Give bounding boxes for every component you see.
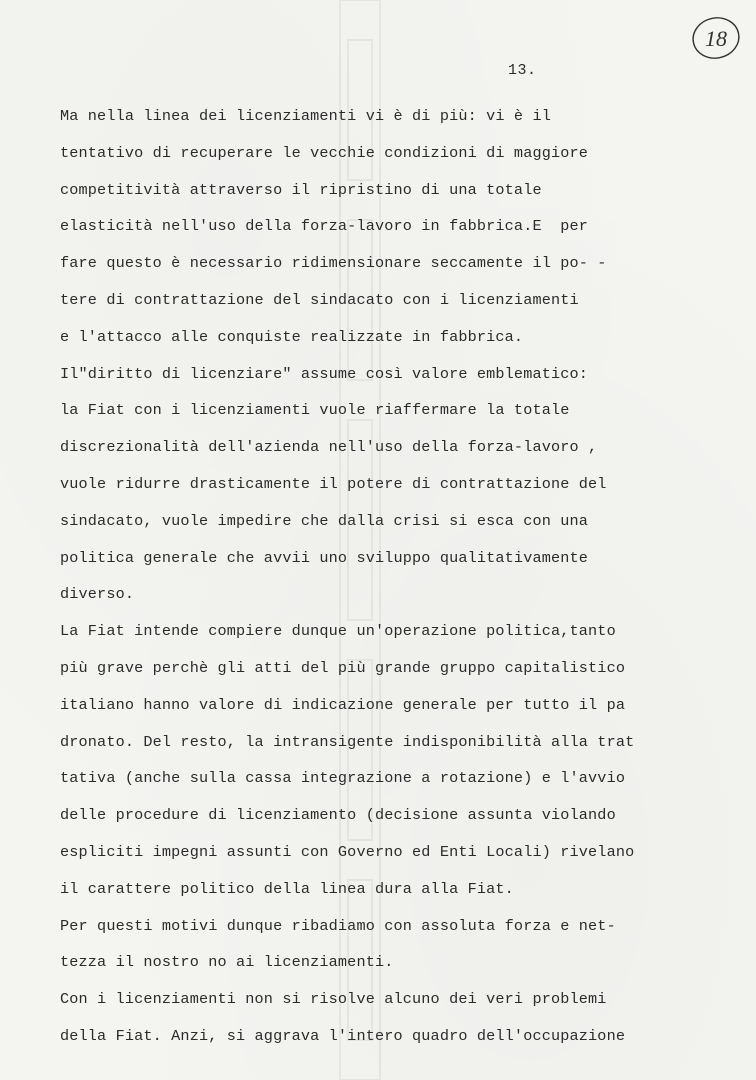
text-line: tezza il nostro no ai licenziamenti. [60,953,394,972]
text-line: sindacato, vuole impedire che dalla crisi si esca con una [60,511,589,530]
typed-letter-body [60,104,740,1061]
text-line: tere di contrattazione del sindacato con i licenziamenti [60,290,579,309]
text-line: vuole ridurre drasticamente il potere di contrattazione del [60,474,607,493]
text-line: tentativo di recuperare le vecchie condizioni di maggiore [60,143,589,162]
text-line: fare questo è necessario ridimensionare seccamente il po- - [60,254,607,273]
text-line: la Fiat con i licenziamenti vuole riaffermare la totale [60,401,570,420]
text-line: della Fiat. Anzi, si aggrava l'intero quadro dell'occupazione [60,1026,626,1045]
text-line: e l'attacco alle conquiste realizzate in fabbrica. [60,327,524,346]
archive-number: 18 [705,26,727,51]
text-line: Il"diritto di licenziare" assume così valore emblematico: [60,364,589,383]
text-line: Ma nella linea dei licenziamenti vi è di più: vi è il [60,107,551,125]
text-line: dronato. Del resto, la intransigente indisponibilità alla trat [60,732,635,751]
text-line: più grave perchè gli atti del più grande gruppo capitalistico [60,658,626,677]
text-line: discrezionalità dell'azienda nell'uso della forza-lavoro , [60,438,598,457]
text-line: il carattere politico della linea dura alla Fiat. [60,879,514,898]
text-line: italiano hanno valore di indicazione generale per tutto il pa [60,695,626,714]
page-number: 13. [508,62,537,79]
text-line: Con i licenziamenti non si risolve alcuno dei veri problemi [60,990,607,1009]
text-line: politica generale che avvii uno sviluppo qualitativamente [60,548,589,567]
text-line: La Fiat intende compiere dunque un'operazione politica,tanto [60,622,616,641]
text-line: Per questi motivi dunque ribadiamo con assoluta forza e net- [60,916,616,935]
text-line: diverso. [60,585,135,604]
archive-number-stamp [690,14,742,62]
text-line: tativa (anche sulla cassa integrazione a rotazione) e l'avvio [60,769,626,788]
text-line: delle procedure di licenziamento (decisione assunta violando [60,806,616,825]
text-line: espliciti impegni assunti con Governo ed Enti Locali) rivelano [60,842,635,861]
text-line: elasticità nell'uso della forza-lavoro in fabbrica.E per [60,217,589,236]
text-line: competitività attraverso il ripristino di una totale [60,180,542,199]
